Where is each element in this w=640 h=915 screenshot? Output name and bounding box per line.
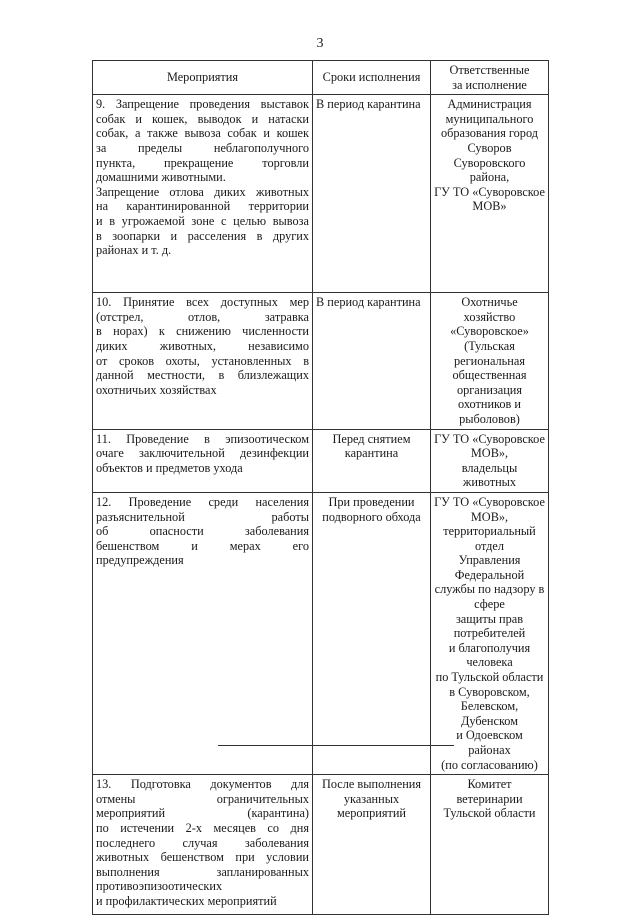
table-row	[93, 293, 549, 429]
row-9-responsible: Администрация муниципального образования город Суворов Суворовского района, ГУ ТО «Суворовское МОВ»	[431, 95, 549, 293]
row-10-measure: 10. Принятие всех доступных мер (отстрел, отлов, затравка в норах) к снижению численности диких животных, независимо от сроков охоты, установленных в данной местности, в близлежащих охотничьих хозяйствах	[93, 293, 313, 429]
header-responsible-line2: за исполнение	[452, 77, 527, 92]
row-13-responsible: Комитет ветеринарии Тульской области	[431, 775, 549, 915]
row-13-measure: 13. Подготовка документов для отмены ограничительных мероприятий (карантина) по истечении 2-х месяцев со дня последнего случая заболевания животных бешенством при условии выполнения запланированных противоэпизоотических и профилактических мероприятий	[93, 775, 313, 915]
header-responsible	[431, 61, 549, 95]
row-13-term: После выполнения указанных мероприятий	[313, 775, 431, 915]
row-12-responsible: ГУ ТО «Суворовское МОВ», территориальный отдел Управления Федеральной службы по надзору в сфере защиты прав потребителей и благополучия человека по Тульской области в Суворовском, Белевском, Дубенском и Одоевском районах (по согласованию)	[431, 492, 549, 774]
row-11-measure: 11. Проведение в эпизоотическом очаге заключительной дезинфекции объектов и предметов ухода	[93, 429, 313, 492]
row-9-term: В период карантина	[313, 95, 431, 293]
header-responsible-line1: Ответственные	[449, 63, 530, 77]
signature-rule	[218, 745, 454, 746]
row-10-responsible: Охотничье хозяйство «Суворовское» (Тульская региональная общественная организация охотников и рыболовов)	[431, 293, 549, 429]
row-12-term: При проведении подворного обхода	[313, 492, 431, 774]
row-12-measure: 12. Проведение среди населения разъяснительной работы об опасности заболевания бешенством и мерах его предупреждения	[93, 492, 313, 774]
table-row	[93, 492, 549, 774]
table-row	[93, 95, 549, 293]
table-row	[93, 429, 549, 492]
row-11-term: Перед снятием карантина	[313, 429, 431, 492]
measures-table	[92, 60, 549, 915]
header-measures: Мероприятия	[93, 61, 313, 95]
page-number: 3	[316, 36, 324, 51]
table-row	[93, 775, 549, 915]
table-header-row	[93, 61, 549, 95]
row-11-responsible: ГУ ТО «Суворовское МОВ», владельцы животных	[431, 429, 549, 492]
header-terms: Сроки исполнения	[313, 61, 431, 95]
row-9-measure: 9. Запрещение проведения выставок собак и кошек, выводок и натаски собак, а также вывоза собак и кошек за пределы неблагополучного пункта, прекращение торговли домашними животными. Запрещение отлова диких животных на карантинированной территории и в угрожаемой зоне с целью вывоза в зоопарки и расселения в других районах и т. д.	[93, 95, 313, 293]
row-10-term: В период карантина	[313, 293, 431, 429]
